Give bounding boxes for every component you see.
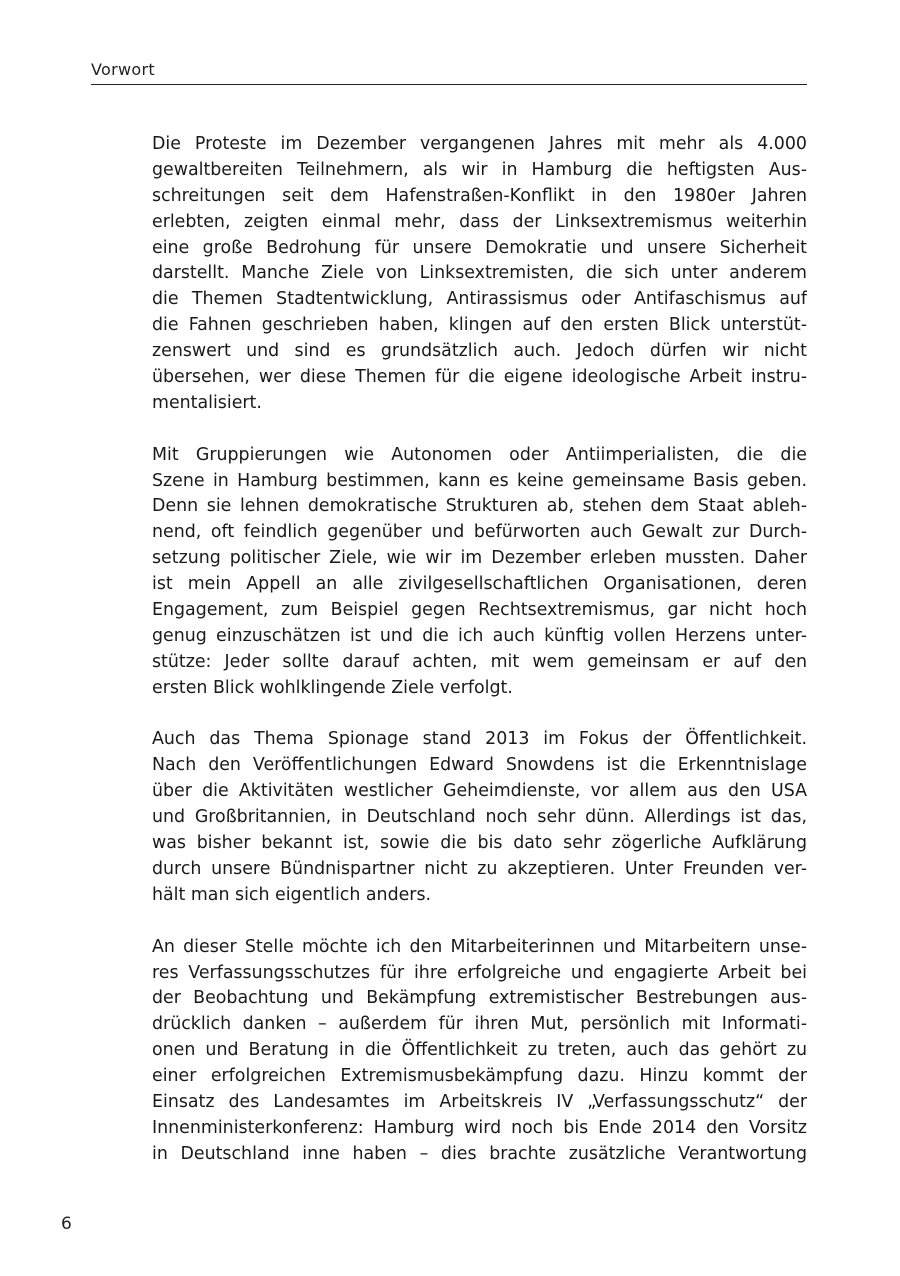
paragraph-4 [152, 935, 807, 1168]
text-line: res Verfassungsschutzes für ihre erfolgreiche und engagierte Arbeit bei [152, 962, 807, 983]
text-line: Einsatz des Landesamtes im Arbeitskreis IV „Verfassungsschutz“ der [152, 1091, 807, 1112]
page-number: 6 [61, 1214, 72, 1234]
text-line: ersten Blick wohlklingende Ziele verfolgt. [152, 677, 513, 698]
text-line: genug einzuschätzen ist und die ich auch künftig vollen Herzens unter- [152, 625, 807, 646]
text-line: übersehen, wer diese Themen für die eigene ideologische Arbeit instru- [152, 367, 807, 388]
text-line: Denn sie lehnen demokratische Strukturen ab, stehen dem Staat ableh- [152, 496, 807, 517]
text-line: eine große Bedrohung für unsere Demokratie und unsere Sicherheit [152, 237, 807, 258]
text-line: ist mein Appell an alle zivilgesellschaftlichen Organisationen, deren [152, 574, 807, 595]
paragraph-1 [152, 132, 807, 417]
text-line: was bisher bekannt ist, sowie die bis dato sehr zögerliche Aufklärung [152, 833, 807, 854]
text-line: über die Aktivitäten westlicher Geheimdienste, vor allem aus den USA [152, 781, 807, 802]
text-line: darstellt. Manche Ziele von Linksextremisten, die sich unter anderem [152, 263, 807, 284]
paragraph-2 [152, 443, 807, 702]
text-line: Szene in Hamburg bestimmen, kann es keine gemeinsame Basis geben. [152, 470, 807, 491]
text-line: setzung politischer Ziele, wie wir im Dezember erleben mussten. Daher [152, 548, 807, 569]
text-line: durch unsere Bündnispartner nicht zu akzeptieren. Unter Freunden ver- [152, 858, 807, 879]
text-line: nend, oft feindlich gegenüber und befürworten auch Gewalt zur Durch- [152, 522, 807, 543]
text-line: Auch das Thema Spionage stand 2013 im Fokus der Öffentlichkeit. [152, 729, 807, 750]
text-line: onen und Beratung in die Öffentlichkeit zu treten, auch das gehört zu [152, 1040, 807, 1061]
text-line: die Fahnen geschrieben haben, klingen auf den ersten Blick unterstüt- [152, 315, 807, 336]
text-line: erlebten, zeigten einmal mehr, dass der Linksextremismus weiterhin [152, 211, 807, 232]
text-line: in Deutschland inne haben – dies brachte zusätzliche Verantwortung [152, 1143, 807, 1164]
text-line: Nach den Veröffentlichungen Edward Snowdens ist die Erkenntnislage [152, 755, 807, 776]
text-line: mentalisiert. [152, 392, 262, 413]
header-rule [91, 84, 807, 85]
text-line: schreitungen seit dem Hafenstraßen-Konflikt in den 1980er Jahren [152, 185, 807, 206]
text-line: und Großbritannien, in Deutschland noch sehr dünn. Allerdings ist das, [152, 807, 807, 828]
paragraph-gap [152, 417, 807, 443]
text-line: die Themen Stadtentwicklung, Antirassismus oder Antifaschismus auf [152, 289, 807, 310]
text-line: Innenministerkonferenz: Hamburg wird noch bis Ende 2014 den Vorsitz [152, 1117, 807, 1138]
running-header: Vorwort [91, 60, 155, 79]
paragraph-3 [152, 727, 807, 908]
paragraph-gap [152, 702, 807, 728]
body-text [152, 132, 807, 1168]
text-line: hält man sich eigentlich anders. [152, 884, 432, 905]
text-line: Mit Gruppierungen wie Autonomen oder Antiimperialisten, die die [152, 444, 807, 465]
text-line: stütze: Jeder sollte darauf achten, mit wem gemeinsam er auf den [152, 651, 807, 672]
text-line: gewaltbereiten Teilnehmern, als wir in Hamburg die heftigsten Aus- [152, 159, 807, 180]
text-line: der Beobachtung und Bekämpfung extremistischer Bestrebungen aus- [152, 988, 807, 1009]
paragraph-gap [152, 909, 807, 935]
text-line: An dieser Stelle möchte ich den Mitarbeiterinnen und Mitarbeitern unse- [152, 936, 807, 957]
text-line: Die Proteste im Dezember vergangenen Jahres mit mehr als 4.000 [152, 134, 807, 154]
text-line: zenswert und sind es grundsätzlich auch. Jedoch dürfen wir nicht [152, 341, 807, 362]
text-line: drücklich danken – außerdem für ihren Mut, persönlich mit Informati- [152, 1014, 807, 1035]
text-line: Engagement, zum Beispiel gegen Rechtsextremismus, gar nicht hoch [152, 600, 807, 621]
text-line: einer erfolgreichen Extremismusbekämpfung dazu. Hinzu kommt der [152, 1066, 807, 1087]
